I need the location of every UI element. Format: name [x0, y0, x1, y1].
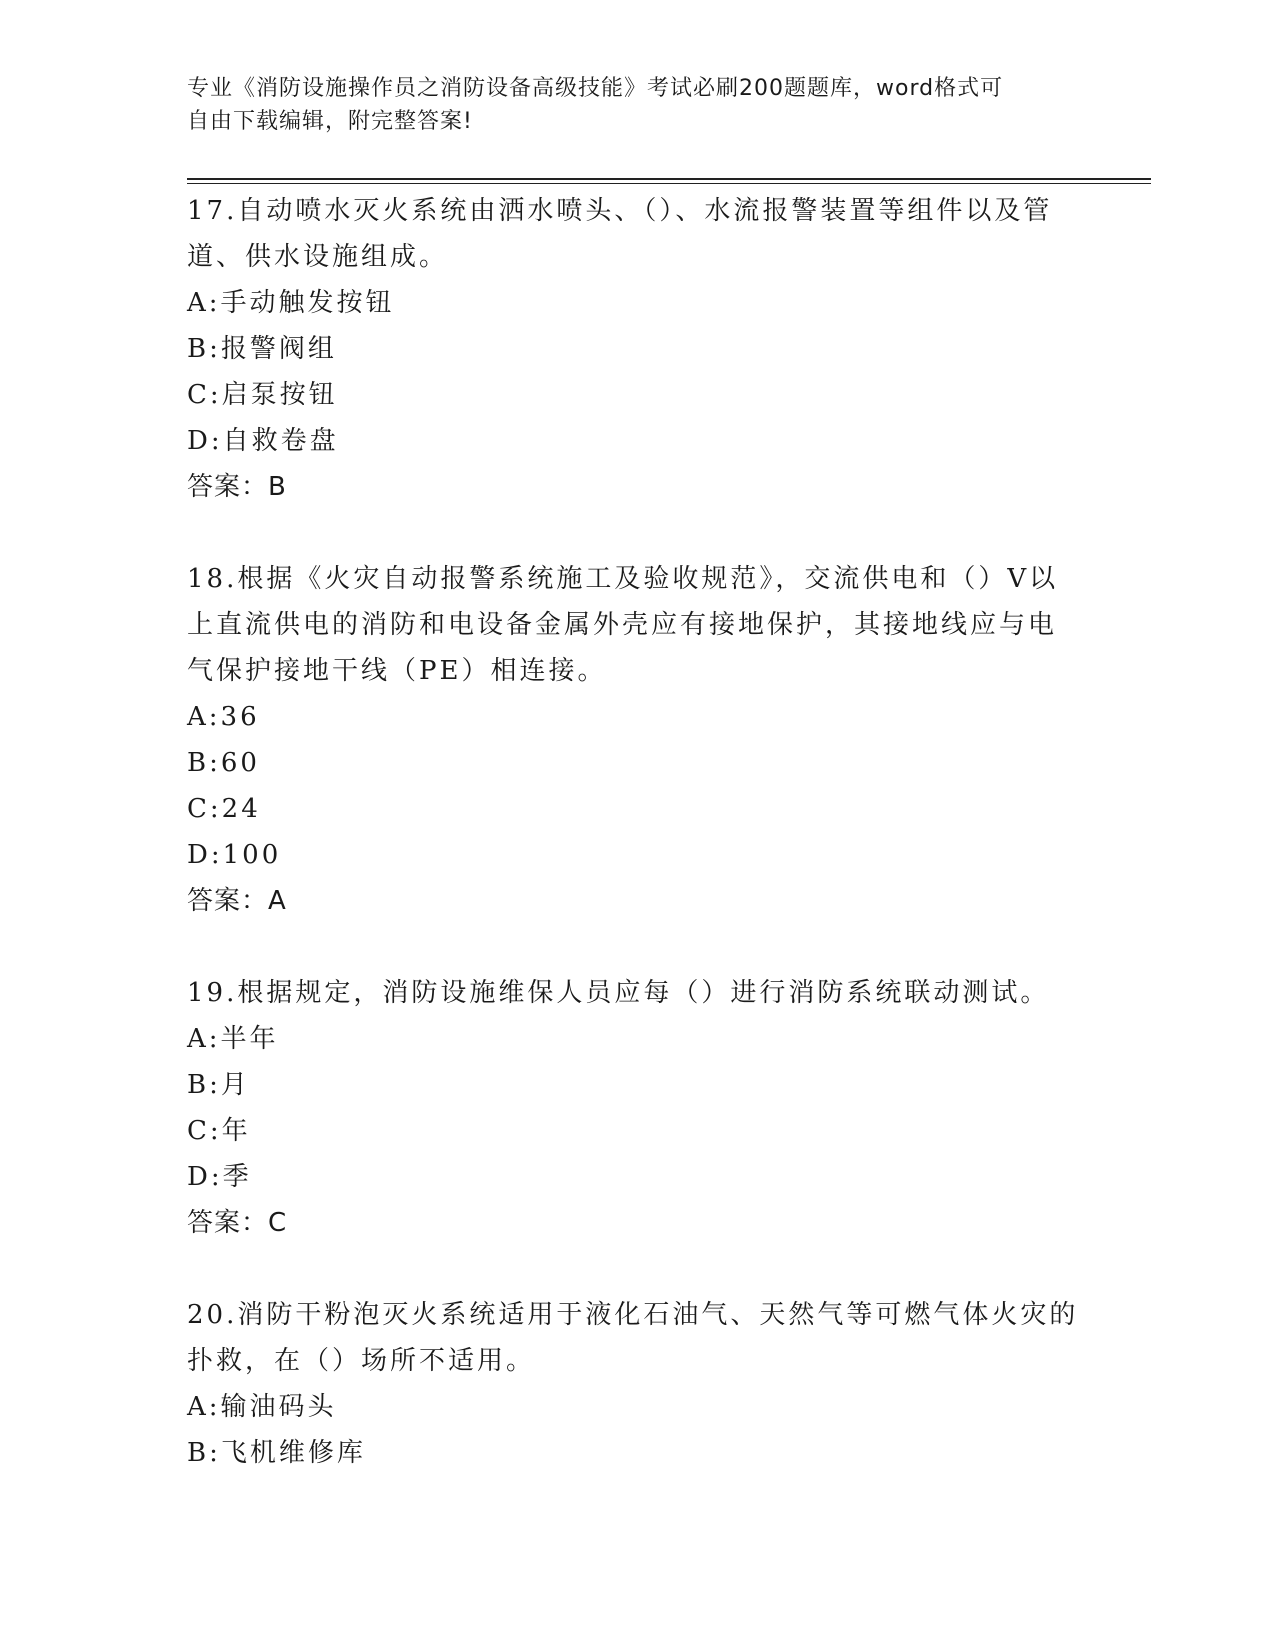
question-text: 上直流供电的消防和电设备金属外壳应有接地保护，其接地线应与电 [187, 610, 1058, 640]
question-19 [187, 970, 1087, 1246]
option-b: B:飞机维修库 [187, 1438, 366, 1468]
question-text: 气保护接地干线（PE）相连接。 [187, 656, 607, 686]
question-text: 道、供水设施组成。 [187, 242, 449, 272]
question-text: 20.消防干粉泡灭火系统适用于液化石油气、天然气等可燃气体火灾的 [187, 1300, 1079, 1330]
option-c: C:启泵按钮 [187, 380, 338, 410]
option-d: D:100 [187, 840, 282, 870]
question-text: 扑救，在（）场所不适用。 [187, 1346, 536, 1376]
option-b: B:60 [187, 748, 260, 778]
option-c: C:年 [187, 1116, 251, 1146]
header-rule-thin [187, 183, 1151, 184]
header-line-2: 自由下载编辑，附完整答案! [187, 109, 473, 134]
question-list [187, 188, 1087, 1522]
option-b: B:月 [187, 1070, 250, 1100]
answer: 答案：B [187, 472, 287, 502]
option-a: A:36 [187, 702, 260, 732]
question-text: 17.自动喷水灭火系统由洒水喷头、（）、水流报警装置等组件以及管 [187, 196, 1053, 226]
question-text: 19.根据规定，消防设施维保人员应每（）进行消防系统联动测试。 [187, 978, 1050, 1008]
answer: 答案：C [187, 1208, 288, 1238]
option-a: A:手动触发按钮 [187, 288, 395, 318]
option-a: A:输油码头 [187, 1392, 337, 1422]
answer: 答案：A [187, 886, 287, 916]
question-17 [187, 188, 1087, 510]
option-d: D:自救卷盘 [187, 426, 339, 456]
question-20 [187, 1292, 1087, 1476]
header-line-1: 专业《消防设施操作员之消防设备高级技能》考试必刷200题题库，word格式可 [187, 76, 1004, 101]
option-a: A:半年 [187, 1024, 279, 1054]
question-text: 18.根据《火灾自动报警系统施工及验收规范》，交流供电和（）V以 [187, 564, 1059, 594]
document-header [187, 72, 1067, 138]
header-rule-thick [187, 178, 1151, 180]
option-c: C:24 [187, 794, 261, 824]
option-b: B:报警阀组 [187, 334, 337, 364]
question-18 [187, 556, 1087, 924]
option-d: D:季 [187, 1162, 252, 1192]
